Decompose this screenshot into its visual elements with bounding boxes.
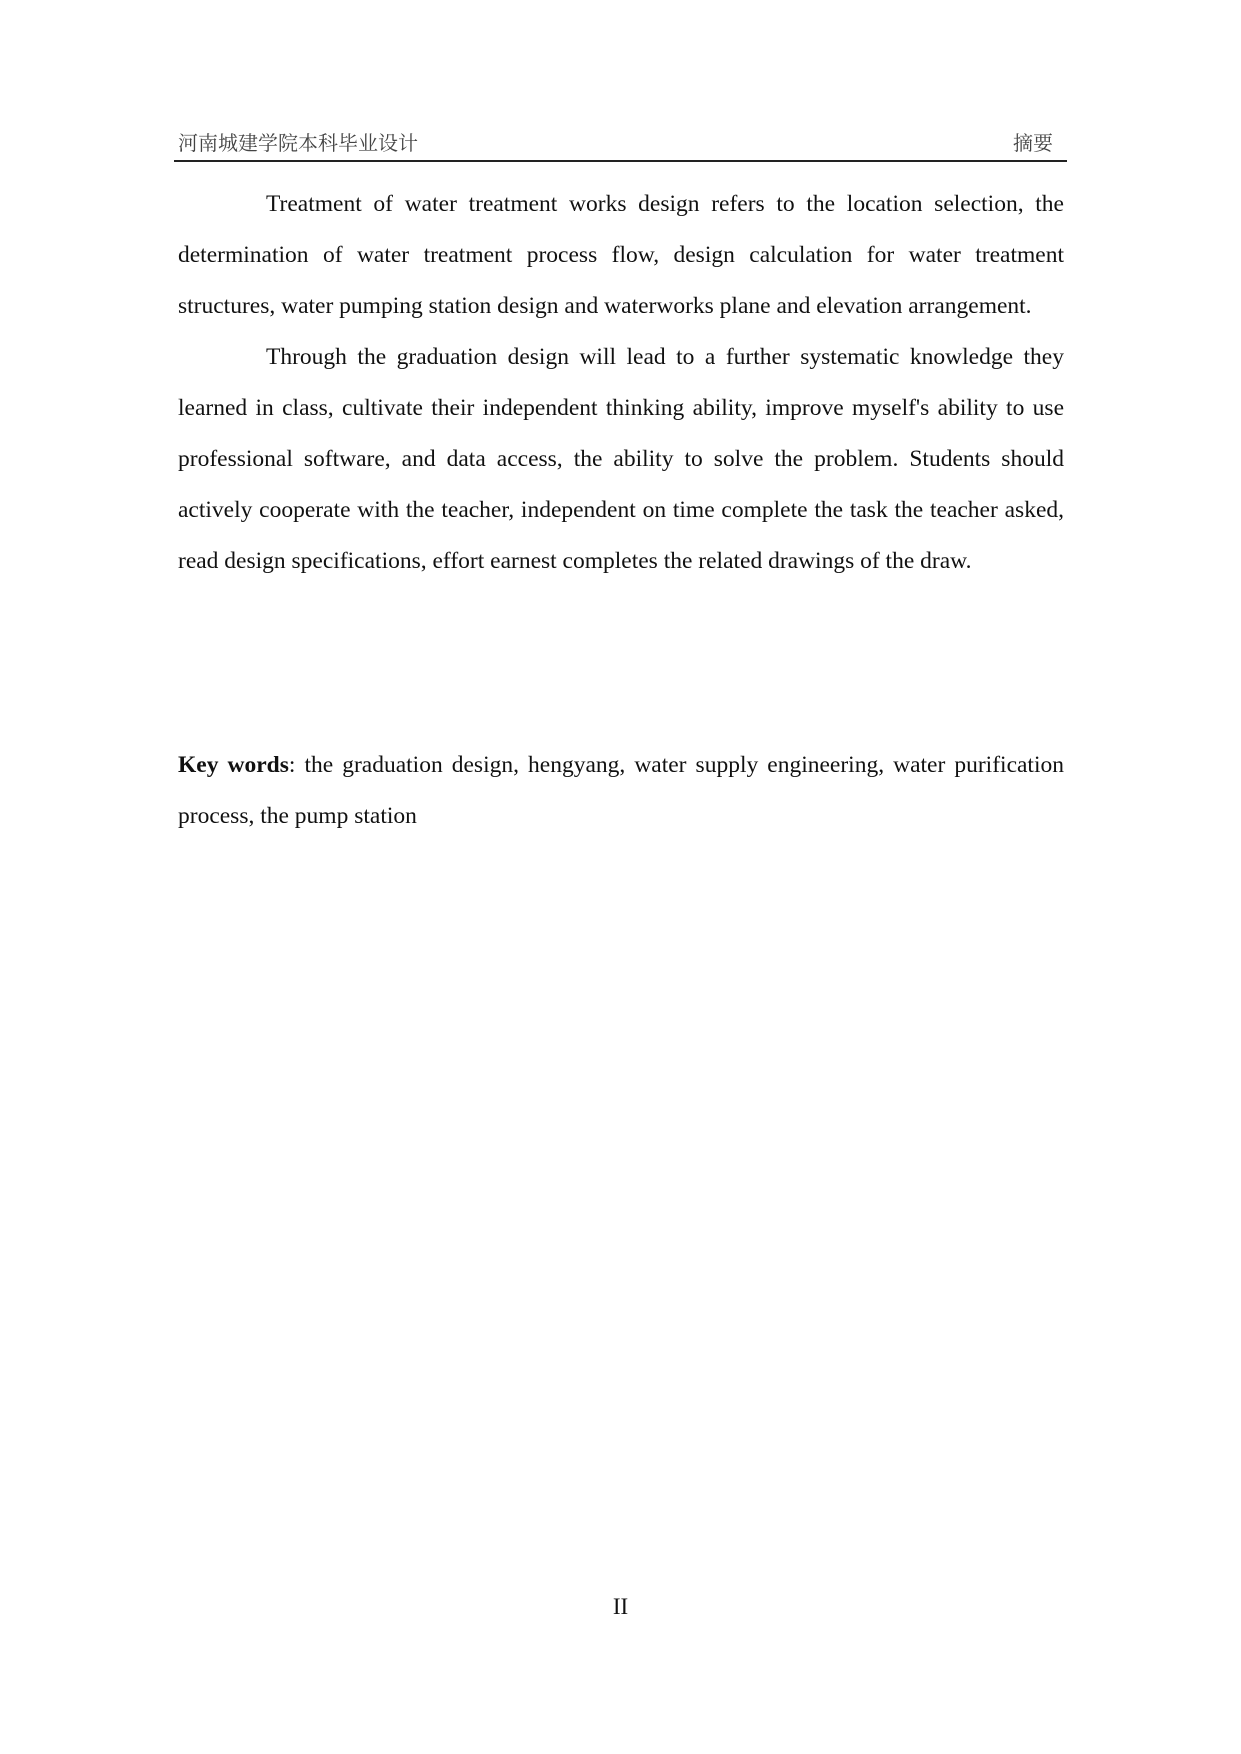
- keywords-line: [178, 740, 1064, 842]
- keywords-label: Key words: [178, 752, 289, 778]
- page-number: II: [612, 1594, 629, 1619]
- header-section-title: 摘要: [1013, 131, 1053, 155]
- abstract-body: [178, 179, 1064, 587]
- keywords-text: the graduation design, hengyang, water supply engineering, water purification process, the pump station: [178, 752, 1064, 829]
- header-institution-title: 河南城建学院本科毕业设计: [178, 131, 418, 155]
- keywords-separator: :: [288, 752, 305, 778]
- abstract-paragraph-1: Treatment of water treatment works design refers to the location selection, the determination of water treatment process flow, design calculation for water treatment structures, water pumping station design and waterworks plane and elevation arrangement.: [178, 191, 1064, 319]
- abstract-paragraph-2: Through the graduation design will lead to a further systematic knowledge they learned in class, cultivate their independent thinking ability, improve myself's ability to use professional software, and data access, the ability to solve the problem. Students should actively cooperate with the teacher, independent on time complete the task the teacher asked, read design specifications, effort earnest completes the related drawings of the draw.: [178, 344, 1064, 574]
- page-header: [174, 130, 1067, 162]
